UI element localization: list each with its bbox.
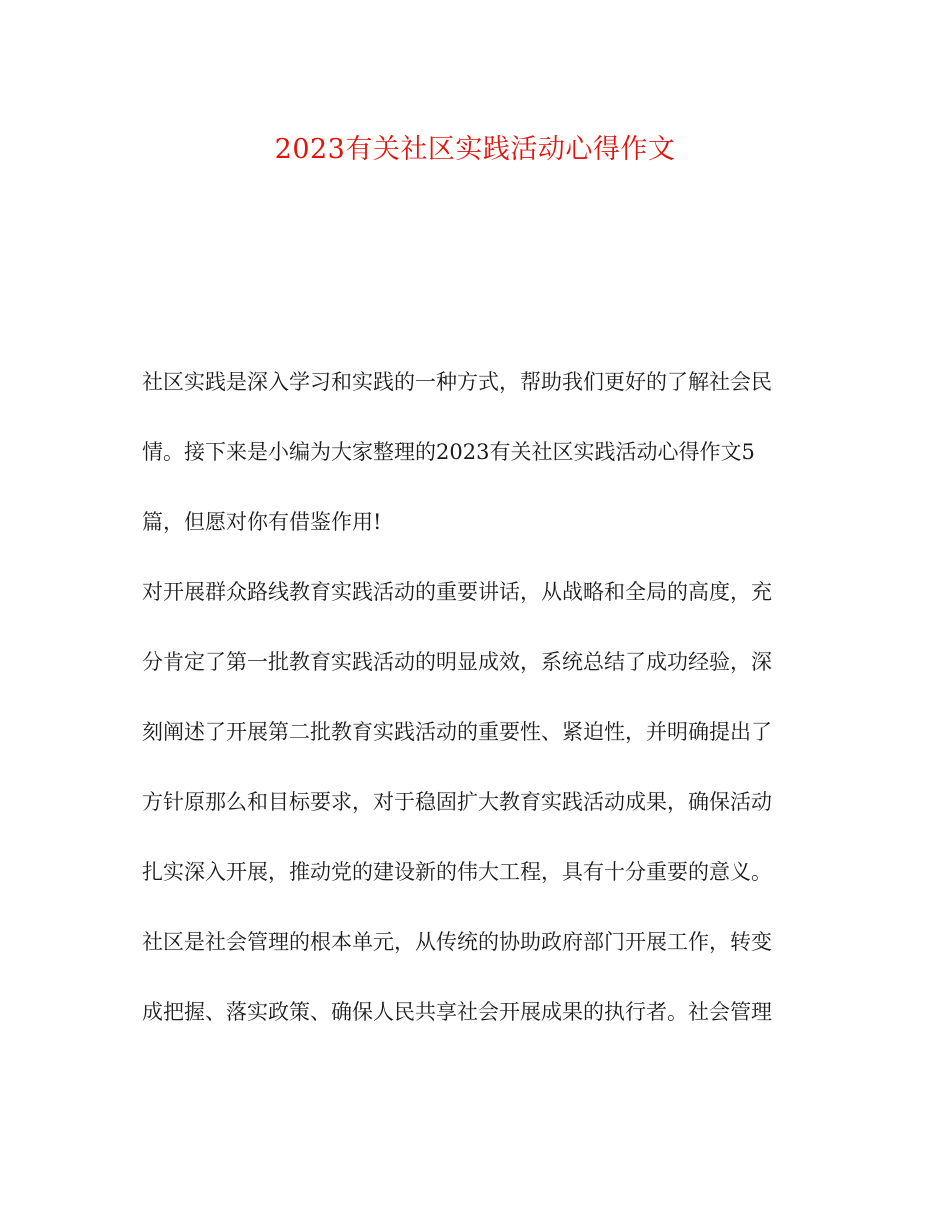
paragraph-line: 扎实深入开展，推动党的建设新的伟大工程，具有十分重要的意义。 — [142, 860, 772, 884]
paragraph-line: 分肯定了第一批教育实践活动的明显成效，系统总结了成功经验，深 — [142, 650, 772, 674]
paragraph-line: 社区是社会管理的根本单元，从传统的协助政府部门开展工作，转变 — [142, 930, 772, 954]
paragraph-line: 对开展群众路线教育实践活动的重要讲话，从战略和全局的高度，充 — [142, 580, 772, 604]
paragraph-line: 成把握、落实政策、确保人民共享社会开展成果的执行者。社会管理 — [142, 1000, 772, 1024]
paragraph-line: 情。接下来是小编为大家整理的2023有关社区实践活动心得作文5 — [142, 440, 755, 464]
document-title: 2023有关社区实践活动心得作文 — [274, 134, 676, 165]
paragraph-line: 社区实践是深入学习和实践的一种方式，帮助我们更好的了解社会民 — [142, 370, 772, 394]
paragraph-line: 刻阐述了开展第二批教育实践活动的重要性、紧迫性，并明确提出了 — [142, 720, 772, 744]
paragraph-line: 篇，但愿对你有借鉴作用! — [142, 510, 382, 534]
paragraph-line: 方针原那么和目标要求，对于稳固扩大教育实践活动成果，确保活动 — [142, 790, 772, 814]
document-body — [142, 360, 822, 1060]
